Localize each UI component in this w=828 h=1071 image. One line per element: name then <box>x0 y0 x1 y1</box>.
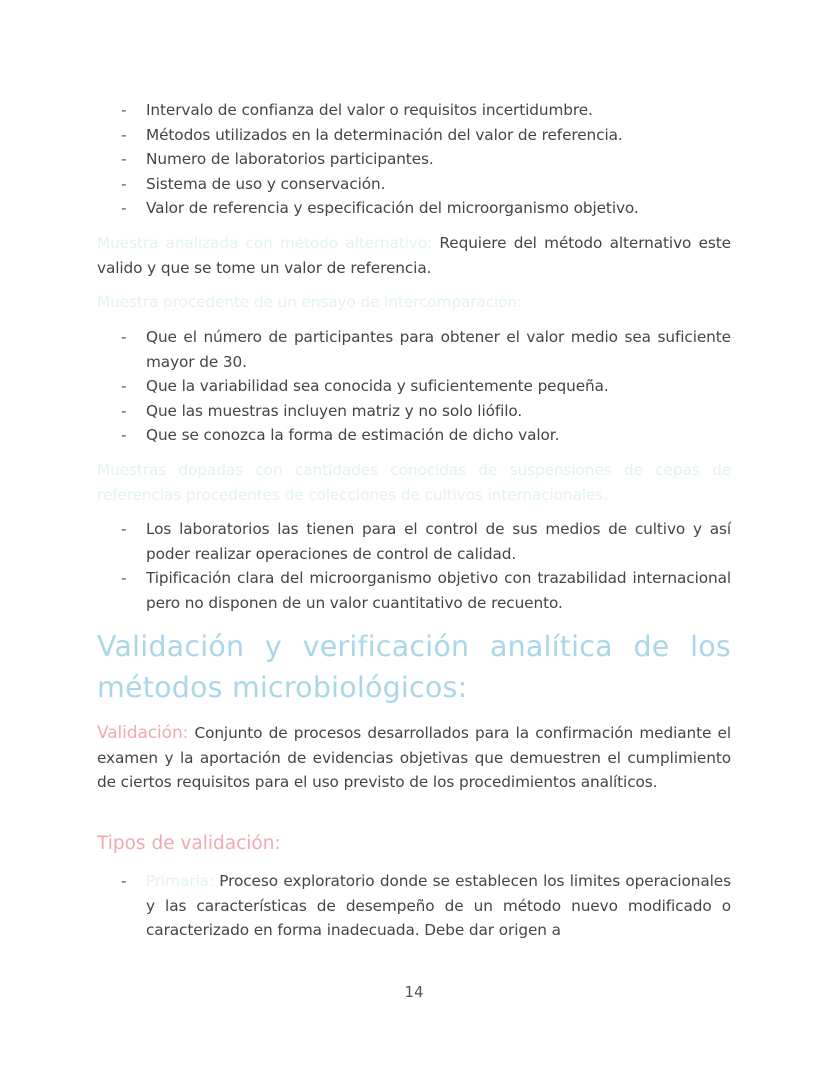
heading-line-1: Validación y verificación analítica de los <box>97 630 731 663</box>
dash-bullet: - <box>121 199 127 218</box>
list-item: - Sistema de uso y conservación. <box>97 172 731 197</box>
list-item: - Métodos utilizados en la determinación del valor de referencia. <box>97 123 731 148</box>
list-item: - Los laboratorios las tienen para el control de sus medios de cultivo y así poder realizar operaciones de control de calidad. <box>97 517 731 566</box>
page-number: 14 <box>404 983 424 1001</box>
dash-bullet: - <box>121 377 127 396</box>
intercomparison-label: Muestra procedente de un ensayo de intercomparación: <box>97 293 523 311</box>
list-item: - Valor de referencia y especificación del microorganismo objetivo. <box>97 196 731 221</box>
validation-paragraph <box>97 721 731 795</box>
list-item <box>97 869 731 943</box>
list-item: - Que la variabilidad sea conocida y suficientemente pequeña. <box>97 374 731 399</box>
intercomparison-list <box>97 325 731 448</box>
list-item: - Que las muestras incluyen matriz y no solo liófilo. <box>97 399 731 424</box>
dash-bullet: - <box>121 872 127 890</box>
list-item: - Intervalo de confianza del valor o requisitos incertidumbre. <box>97 98 731 123</box>
paragraph-label: Validación: <box>97 723 189 743</box>
paragraph-label: Muestra analizada con método alternativo: <box>97 234 433 252</box>
dash-bullet: - <box>121 150 127 169</box>
section-heading <box>97 626 731 708</box>
validation-types-list <box>97 869 731 943</box>
list-item: - Que el número de participantes para obtener el valor medio sea suficiente mayor de 30. <box>97 325 731 374</box>
paragraph-text: Requiere del método alternativo este valido y que se tome un valor de referencia. <box>97 234 731 277</box>
item-label: Primaria: <box>146 872 214 890</box>
paragraph-text: Conjunto de procesos desarrollados para la confirmación mediante el examen y la aportación de evidencias objetivas que demuestren el cumplimiento de ciertos requisitos para el uso previsto de los procedimientos analíticos. <box>97 724 731 792</box>
list-item: - Que se conozca la forma de estimación de dicho valor. <box>97 423 731 448</box>
dash-bullet: - <box>121 426 127 445</box>
spiked-samples-list <box>97 517 731 615</box>
dash-bullet: - <box>121 125 127 144</box>
list-item: - Numero de laboratorios participantes. <box>97 147 731 172</box>
dash-bullet: - <box>121 401 127 420</box>
validation-types-heading: Tipos de validación: <box>97 833 281 854</box>
dash-bullet: - <box>121 174 127 193</box>
list-item: - Tipificación clara del microorganismo objetivo con trazabilidad internacional pero no disponen de un valor cuantitativo de recuento. <box>97 566 731 615</box>
alternative-method-paragraph <box>97 231 731 280</box>
dash-bullet: - <box>121 569 127 588</box>
dash-bullet: - <box>121 328 127 346</box>
dash-bullet: - <box>121 101 127 119</box>
item-text: Proceso exploratorio donde se establecen los limites operacionales y las características de desempeño de un método nuevo modificado o caracterizado en forma inadecuada. Debe dar origen a <box>146 872 731 940</box>
spiked-samples-label: Muestras dopadas con cantidades conocidas de suspensiones de cepas de referencias procedentes de colecciones de cultivos internacionales. <box>97 461 731 504</box>
dash-bullet: - <box>121 520 127 538</box>
heading-line-2: métodos microbiológicos: <box>97 671 468 704</box>
reference-requirements-list <box>97 98 731 221</box>
